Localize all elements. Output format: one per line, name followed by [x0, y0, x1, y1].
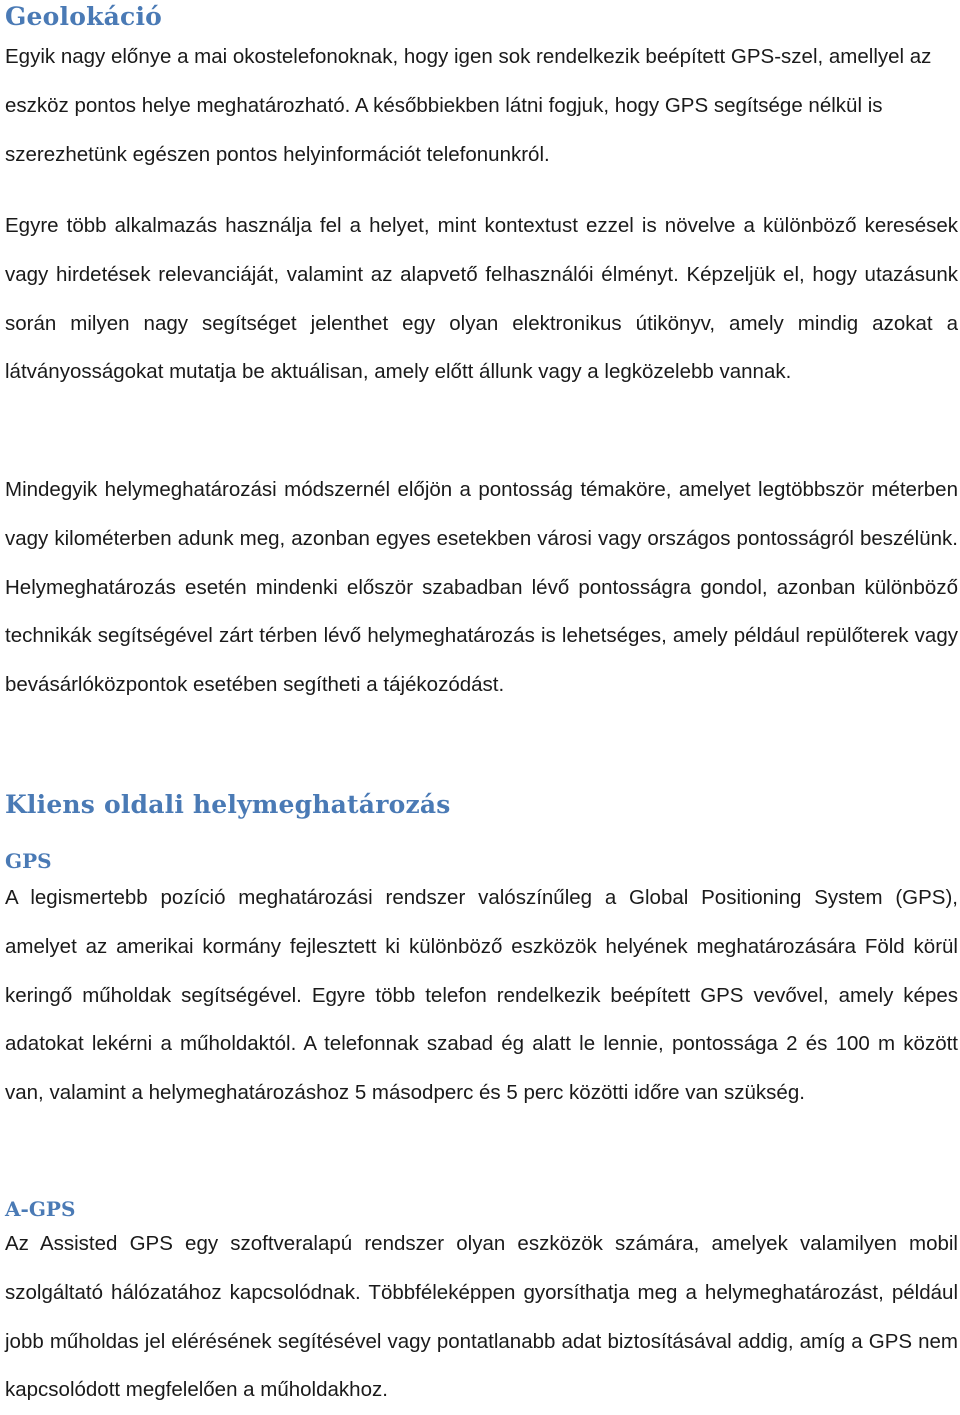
paragraph-intro: Egyik nagy előnye a mai okostelefonoknak, hogy igen sok rendelkezik beépített GPS-szel, amellyel az eszköz pontos helye meghatározható. A későbbiekben látni fogjuk, hogy GPS segítsége nélkül is szerezhetünk egészen pontos helyinformációt telefonunkról. [5, 45, 932, 166]
subsection-title-agps: A-GPS [5, 1197, 76, 1221]
paragraph-context: Egyre több alkalmazás használja fel a helyet, mint kontextust ezzel is növelve a különböző keresések vagy hirdetések relevanciáját, valamint az alapvető felhasználói élményt. Képzeljük el, hogy utazásunk során milyen nagy segítséget jelenthet egy olyan elektronikus útikönyv, amely mindig azokat a látványosságokat mutatja be aktuálisan, amely előtt állunk vagy a legközelebb vannak. [5, 214, 958, 384]
paragraph-accuracy: Mindegyik helymeghatározási módszernél előjön a pontosság témaköre, amelyet legtöbbször méterben vagy kilométerben adunk meg, azonban egyes esetekben városi vagy országos pontosságról beszélünk. Helymeghatározás esetén mindenki először szabadban lévő pontosságra gondol, azonban különböző technikák segítségével zárt térben lévő helymeghatározás is lehetséges, amely például repülőterek vagy bevásárlóközpontok esetében segítheti a tájékozódást. [5, 478, 958, 697]
paragraph-agps: Az Assisted GPS egy szoftveralapú rendszer olyan eszközök számára, amelyek valamilyen mobil szolgáltató hálózatához kapcsolódnak. Többféleképpen gyorsíthatja meg a helymeghatározást, például jobb műholdas jel elérésének segítésével vagy pontatlanabb adat biztosításával addig, amíg a GPS nem kapcsolódott megfelelően a műholdakhoz. [5, 1232, 958, 1402]
subsection-title-gps: GPS [5, 849, 52, 873]
section-title-client-side: Kliens oldali helymeghatározás [5, 790, 451, 819]
section-title-geolocation: Geolokáció [5, 2, 163, 31]
paragraph-gps: A legismertebb pozíció meghatározási rendszer valószínűleg a Global Positioning System (GPS), amelyet az amerikai kormány fejlesztett ki különböző eszközök helyének meghatározására Föld körül keringő műholdak segítségével. Egyre több telefon rendelkezik beépített GPS vevővel, amely képes adatokat lekérni a műholdaktól. A telefonnak szabad ég alatt le lennie, pontossága 2 és 100 m között van, valamint a helymeghatározáshoz 5 másodperc és 5 perc közötti időre van szükség. [5, 886, 958, 1105]
